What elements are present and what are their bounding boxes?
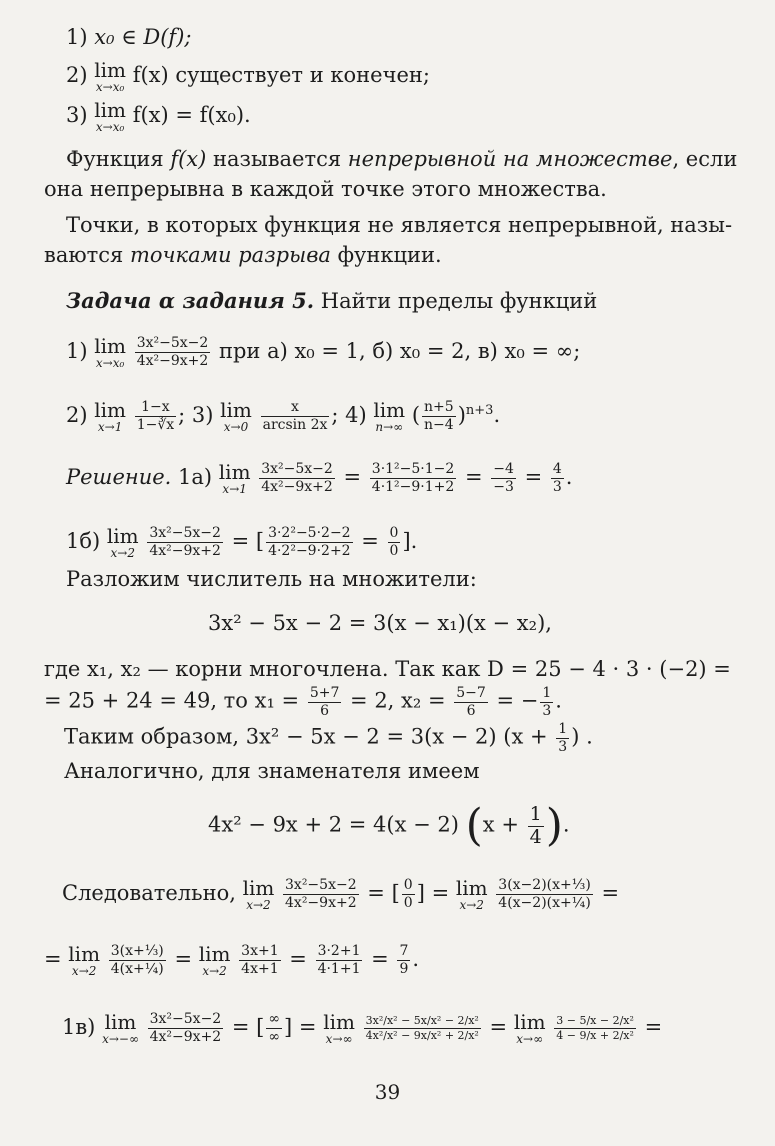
fraction: $\frac{\text{3 − 5/x − 2/x²}}{\text{4 − 9/x + 2/x²}}$	[556, 1014, 634, 1042]
term-continuous-on-set: непрерывной на множестве	[347, 147, 673, 171]
simplified-limit-line: = lim x→2 $\frac{\text{3(x+⅓)}}{\text{4(x+¼)}}$ = lim x→2 $\frac{3x+1}{4x+1}$ = $\frac{3\cdot 2+1}{4\cdot 1+1}$ = $\frac{7}{9}$ .	[44, 942, 420, 978]
fraction: $\frac{1-x}{1-∛x}$	[136, 399, 175, 433]
denominator-intro: Аналогично, для знаменателя имеем	[64, 759, 480, 783]
condition-text: f(x) существует и конечен;	[132, 63, 430, 87]
fraction: $\frac{\text{3x²−5x−2}}{\text{4x²−9x+2}}$	[136, 335, 209, 369]
condition-number: 3)	[66, 103, 95, 127]
condition-text: f(x) = f(x₀).	[132, 103, 251, 127]
paragraph-discontinuity: Точки, в которых функция не является непрерывной, назы-	[66, 213, 733, 237]
factor-equation: 3x² − 5x − 2 = 3(x − x₁)(x − x₂),	[208, 611, 552, 635]
fraction: $\frac{3\cdot 2+1}{4\cdot 1+1}$	[317, 943, 361, 977]
fraction: $\frac{7}{9}$	[399, 943, 409, 977]
condition-1	[66, 24, 191, 50]
page-number: 39	[374, 1080, 401, 1104]
paragraph-line: она непрерывна в каждой точке этого множества.	[44, 177, 607, 201]
condition-number: 1)	[66, 25, 95, 49]
limit-operator: lim x→1	[94, 398, 126, 434]
fraction: $\frac{0}{0}$	[389, 525, 399, 559]
solution-label: Решение.	[66, 465, 172, 489]
fraction: $\frac{\text{3x²−5x−2}}{\text{4x²−9x+2}}$	[149, 1011, 222, 1045]
limit-operator: lim n→∞	[373, 398, 406, 434]
condition-text: x₀ ∈ D(f);	[94, 25, 192, 49]
limit-operator: lim x→0	[220, 398, 252, 434]
fraction: $\frac{\text{3x²−5x−2}}{\text{4x²−9x+2}}$	[261, 461, 333, 495]
fraction: $\frac{3x+1}{4x+1}$	[241, 943, 279, 977]
fraction: $\frac{\infty}{\infty}$	[268, 1011, 281, 1045]
fraction: $\frac{\text{3x²−5x−2}}{\text{4x²−9x+2}}$	[149, 525, 221, 559]
limit-operator: lim x→1	[218, 460, 251, 496]
consequently-line: Следовательно, lim x→2 $\frac{\text{3x²−5x−2}}{\text{4x²−9x+2}}$ = [ $\frac{0}{0}$ ] = lim x→2 $\frac{\text{3(x−2)(x+⅓)}}{\text{4(x−2)(x+¼)}}$ =	[62, 876, 620, 912]
limit-operator: lim x→2	[198, 942, 231, 978]
limit-operator: lim x→2	[455, 876, 488, 912]
fraction: $\frac{\text{3·2²−5·2−2}}{\text{4·2²−9·2+2}}$	[268, 525, 351, 559]
fraction: $\frac{1}{4}$	[529, 802, 542, 848]
limit-operator: lim x→∞	[323, 1010, 355, 1046]
task-title: Задача α задания 5.	[66, 288, 315, 313]
fraction: $\frac{\text{3x²−5x−2}}{\text{4x²−9x+2}}$	[285, 877, 357, 911]
condition-2	[66, 60, 430, 93]
fraction: $\frac{1}{3}$	[558, 721, 568, 755]
task-heading: Задача α задания 5. Найти пределы функций	[66, 288, 598, 313]
fraction: $\frac{-4}{-3}$	[493, 461, 514, 495]
fraction: $\frac{5-7}{6}$	[456, 685, 486, 719]
task-item-1: 1) lim x→x₀ $\frac{\text{3x²−5x−2}}{\text{4x²−9x+2}}$ при а) x₀ = 1, б) x₀ = 2, в) x₀ = ∞;	[66, 334, 581, 370]
fraction: $\frac{\text{3(x−2)(x+⅓)}}{\text{4(x−2)(x+¼)}}$	[498, 877, 591, 911]
solution-1v: 1в) lim x→−∞ $\frac{\text{3x²−5x−2}}{\text{4x²−9x+2}}$ = [ $\frac{\infty}{\infty}$ ] = lim x→∞ $\frac{\text{3x²/x² − 5x/x² − 2/x²}}{\text{4x²/x² − 9x/x² + 2/x²}}$ = lim x→∞ $\frac{\text{3 − 5/x − 2/x²}}{\text{4 − 9/x + 2/x²}}$ =	[62, 1010, 663, 1046]
fraction: $\frac{n+5}{n-4}$	[424, 399, 454, 433]
limit-operator: lim x→2	[242, 876, 275, 912]
term-discontinuity-points: точками разрыва	[129, 243, 331, 267]
condition-number: 2)	[66, 63, 95, 87]
limit-operator: lim x→x₀	[94, 98, 126, 134]
limit-operator: lim x→∞	[513, 1010, 546, 1046]
task-item-2-3-4: 2) lim x→1 $\frac{1-x}{1-∛x}$ ; 3) lim x→0 $\frac{x}{\arcsin 2x}$ ; 4) lim n→∞ ( $\frac{n+5}{n-4}$ )$^{n+3}$.	[66, 398, 501, 434]
roots-line-2: = 25 + 24 = 49, то x₁ = $\frac{5+7}{6}$ = 2, x₂ = $\frac{5-7}{6}$ = − $\frac{1}{3}$ .	[44, 685, 562, 719]
factored-numerator: Таким образом, 3x² − 5x − 2 = 3(x − 2) (x + $\frac{1}{3}$ ) .	[64, 721, 593, 755]
solution-1b: 1б) lim x→2 $\frac{\text{3x²−5x−2}}{\text{4x²−9x+2}}$ = [ $\frac{\text{3·2²−5·2−2}}{\text{4·2²−9·2+2}}$ = $\frac{0}{0}$ ].	[66, 524, 418, 560]
limit-operator: lim x→2	[106, 524, 139, 560]
limit-operator: lim x→x₀	[94, 334, 126, 370]
fraction: $\frac{\text{3(x+⅓)}}{\text{4(x+¼)}}$	[110, 943, 164, 977]
roots-line-1: где x₁, x₂ — корни многочлена. Так как D = 25 − 4 · 3 · (−2) =	[44, 657, 731, 681]
limit-operator: lim x→x₀	[94, 58, 126, 94]
limit-operator: lim x→−∞	[102, 1010, 139, 1046]
condition-3	[66, 100, 251, 133]
solution-1a: Решение. 1а) lim x→1 $\frac{\text{3x²−5x−2}}{\text{4x²−9x+2}}$ = $\frac{\text{3·1²−5·1−2}}{\text{4·1²−9·1+2}}$ = $\frac{-4}{-3}$ = $\frac{4}{3}$ .	[66, 460, 573, 496]
paragraph-continuity-definition: Функция f(x) называется непрерывной на множестве, если	[66, 147, 738, 171]
denominator-equation: 4x² − 9x + 2 = 4(x − 2) (x + $\frac{1}{4}$ ).	[208, 800, 570, 851]
fraction: $\frac{1}{3}$	[542, 685, 552, 719]
fraction: $\frac{x}{\arcsin 2x}$	[262, 399, 328, 433]
fraction: $\frac{0}{0}$	[403, 877, 413, 911]
paragraph-line: ваются точками разрыва функции.	[44, 243, 442, 267]
fraction: $\frac{\text{3x²/x² − 5x/x² − 2/x²}}{\text{4x²/x² − 9x/x² + 2/x²}}$	[365, 1014, 479, 1042]
limit-operator: lim x→2	[68, 942, 101, 978]
fraction: $\frac{\text{3·1²−5·1−2}}{\text{4·1²−9·1+2}}$	[371, 461, 455, 495]
fraction: $\frac{4}{3}$	[552, 461, 562, 495]
fraction: $\frac{5+7}{6}$	[309, 685, 340, 719]
factor-intro: Разложим числитель на множители:	[66, 567, 477, 591]
